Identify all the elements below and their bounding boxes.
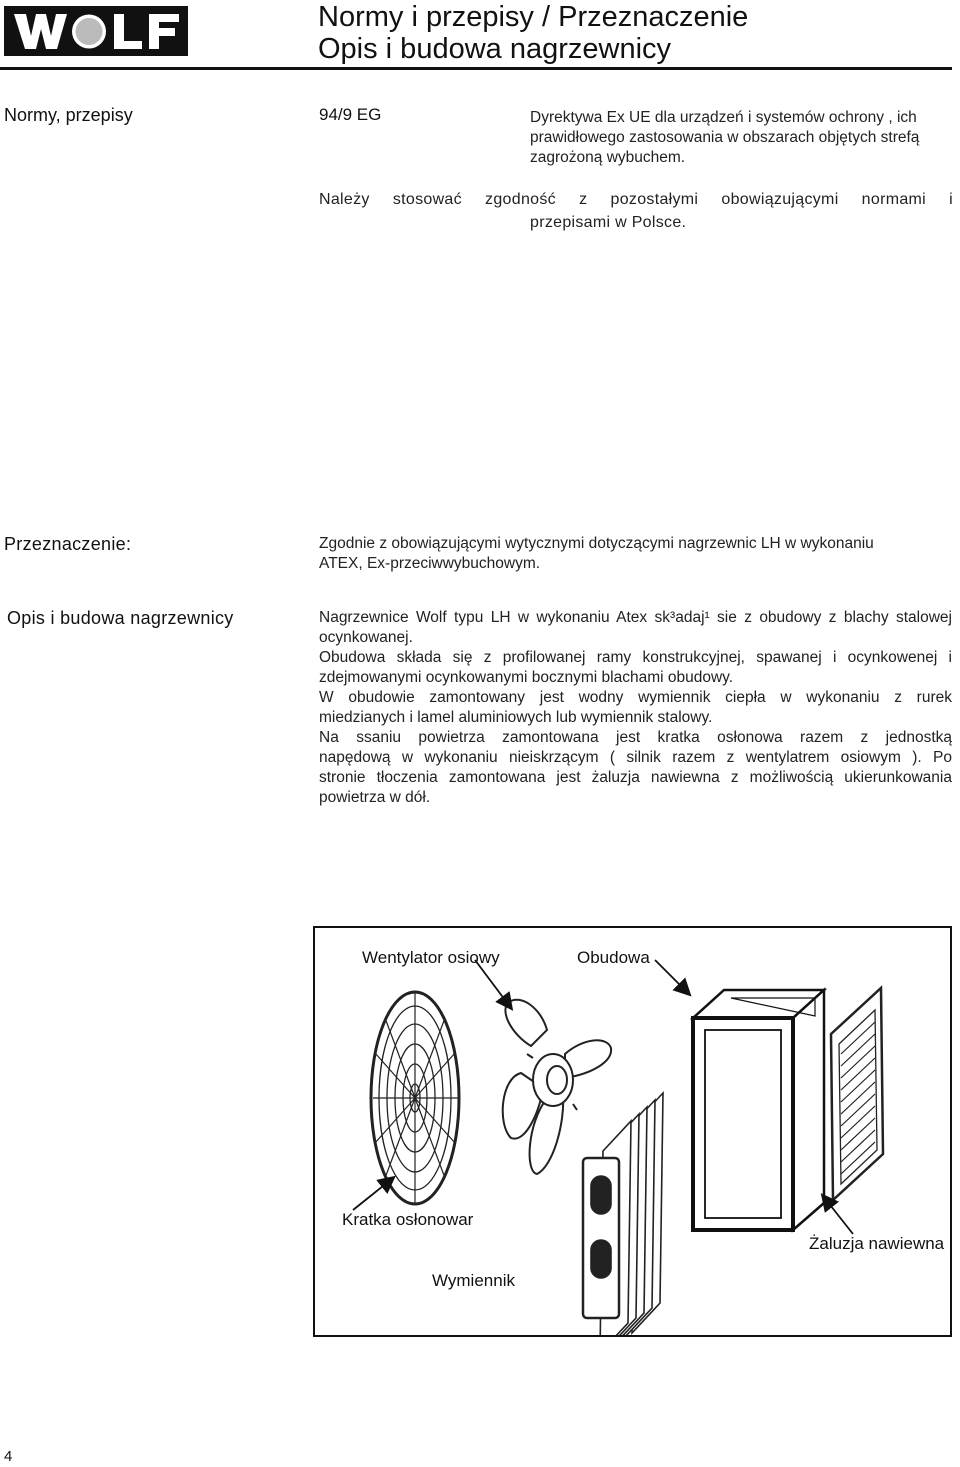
header-divider bbox=[0, 67, 952, 70]
housing-label: Obudowa bbox=[577, 948, 650, 967]
norms-label: Normy, przepisy bbox=[4, 105, 133, 125]
description-line: miedzianych i lamel aluminiowych lub wymiennik stalowy. bbox=[319, 709, 713, 726]
description-line: W obudowie zamontowany jest wodny wymiennik ciepła w wykonaniu z rurek bbox=[319, 689, 952, 706]
description-line: napędową w wykonaniu nieiskrzącym ( silnik razem z wentylatrem osiowym ). Po bbox=[319, 749, 952, 766]
diagram-drawing bbox=[315, 928, 950, 1335]
norms-compliance-line-1: Należy stosować zgodność z pozostałymi obowiązującymi normami i bbox=[319, 191, 953, 208]
housing-icon bbox=[693, 990, 824, 1230]
heat-exchanger-icon bbox=[583, 1093, 663, 1335]
description-text bbox=[319, 608, 952, 808]
description-line: ocynkowanej. bbox=[319, 629, 413, 646]
directive-line: prawidłowego zastosowania w obszarach objętych strefą bbox=[530, 129, 920, 146]
norms-compliance-line-2: przepisami w Polsce. bbox=[530, 214, 687, 231]
title-line-2: Opis i budowa nagrzewnicy bbox=[318, 33, 672, 65]
louver-label: Żaluzja nawiewna bbox=[809, 1234, 945, 1253]
page-title bbox=[318, 1, 748, 65]
purpose-text bbox=[319, 534, 955, 574]
purpose-line: ATEX, Ex-przeciwwybuchowym. bbox=[319, 555, 541, 572]
description-line: Obudowa składa się z profilowanej ramy konstrukcyjnej, spawanej i ocynkowenej i bbox=[319, 649, 952, 666]
page-number: 4 bbox=[4, 1448, 13, 1465]
description-line: stronie tłoczenia zamontowana jest żaluzja nawiewna z możliwością ukierunkowania bbox=[319, 769, 952, 786]
description-label: Opis i budowa nagrzewnicy bbox=[7, 608, 234, 628]
description-line: Nagrzewnice Wolf typu LH w wykonaniu Atex sk³adaj¹ sie z obudowy z blachy stalowej bbox=[319, 609, 952, 626]
axial-fan-icon bbox=[503, 1000, 611, 1174]
purpose-label: Przeznaczenie: bbox=[4, 534, 132, 554]
protective-grille-icon bbox=[371, 992, 459, 1204]
description-line: Na ssaniu powietrza zamontowana jest kratka osłonowa razem z jednostką bbox=[319, 729, 952, 746]
fan-label: Wentylator osiowy bbox=[362, 948, 500, 967]
description-line: zdejmowanymi ocynkowanymi bocznymi blachami obudowy. bbox=[319, 669, 734, 686]
heater-exploded-diagram bbox=[313, 926, 952, 1337]
norms-code: 94/9 EG bbox=[319, 105, 382, 124]
grille-label: Kratka osłonowar bbox=[342, 1210, 474, 1229]
norms-directive bbox=[530, 108, 955, 168]
description-line: powietrza w dół. bbox=[319, 789, 431, 806]
exchanger-label: Wymiennik bbox=[432, 1271, 515, 1290]
wolf-logo bbox=[4, 6, 188, 56]
directive-line: Dyrektywa Ex UE dla urządzeń i systemów ochrony , ich bbox=[530, 109, 917, 126]
purpose-line: Zgodnie z obowiązującymi wytycznymi dotyczącymi nagrzewnic LH w wykonaniu bbox=[319, 535, 874, 552]
supply-louver-icon bbox=[831, 988, 883, 1200]
directive-line: zagrożoną wybuchem. bbox=[530, 149, 686, 166]
title-line-1: Normy i przepisy / Przeznaczenie bbox=[318, 1, 749, 33]
